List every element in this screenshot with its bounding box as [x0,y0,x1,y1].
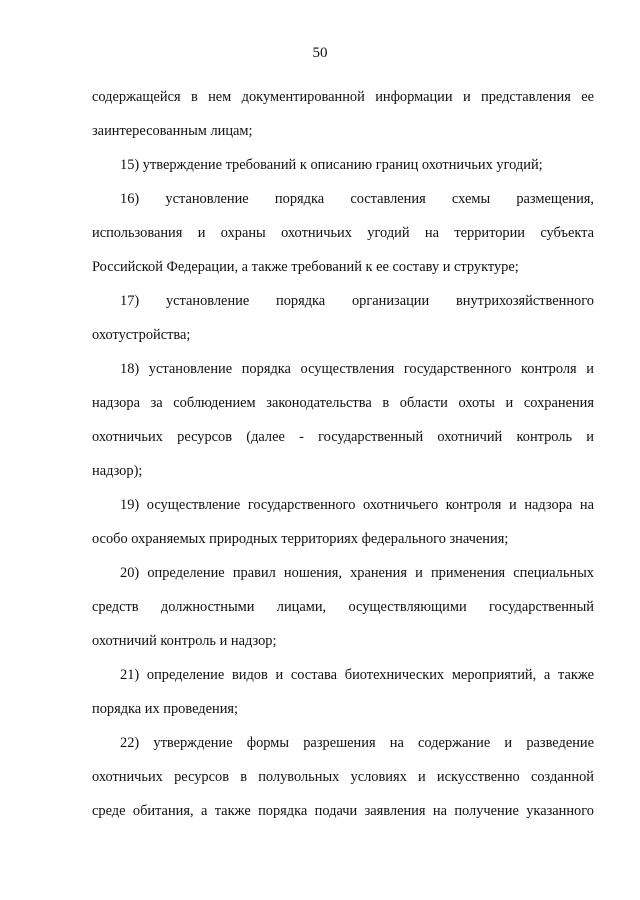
paragraph [92,148,594,182]
paragraph [92,556,594,658]
paragraph-line: 20) определение правил ношения, хранения и применения специальных [120,565,594,581]
paragraph-line: среде обитания, а также порядка подачи заявления на получение указанного [92,803,594,819]
document-body [92,80,594,828]
paragraph-line: 15) утверждение требований к описанию границ охотничьих угодий; [120,157,543,173]
paragraph-line: 21) определение видов и состава биотехнических мероприятий, а также [120,667,594,683]
paragraph [92,182,594,284]
paragraph-line: охотничий контроль и надзор; [92,633,277,649]
paragraph-line: особо охраняемых природных территориях федерального значения; [92,531,509,547]
paragraph-line: Российской Федерации, а также требований к ее составу и структуре; [92,259,519,275]
paragraph-line: средств должностными лицами, осуществляющими государственный [92,599,594,615]
paragraph-line: содержащейся в нем документированной информации и представления ее [92,89,594,105]
paragraph [92,80,594,148]
paragraph-line: охотничьих ресурсов в полувольных условиях и искусственно созданной [92,769,594,785]
paragraph-line: охотустройства; [92,327,191,343]
paragraph [92,658,594,726]
paragraph [92,726,594,828]
paragraph-line: 19) осуществление государственного охотничьего контроля и надзора на [120,497,594,513]
paragraph-line: порядка их проведения; [92,701,239,717]
paragraph-line: заинтересованным лицам; [92,123,253,139]
paragraph-line: использования и охраны охотничьих угодий на территории субъекта [92,225,594,241]
paragraph-line: надзора за соблюдением законодательства в области охоты и сохранения [92,395,594,411]
paragraph-line: 22) утверждение формы разрешения на содержание и разведение [120,735,594,751]
paragraph [92,284,594,352]
paragraph-line: 16) установление порядка составления схемы размещения, [120,191,594,207]
paragraph [92,352,594,488]
paragraph-line: 18) установление порядка осуществления государственного контроля и [120,361,594,377]
page-number: 50 [312,45,328,61]
paragraph-line: надзор); [92,463,143,479]
paragraph-line: 17) установление порядка организации внутрихозяйственного [120,293,594,309]
paragraph-line: охотничьих ресурсов (далее - государственный охотничий контроль и [92,429,594,445]
paragraph [92,488,594,556]
